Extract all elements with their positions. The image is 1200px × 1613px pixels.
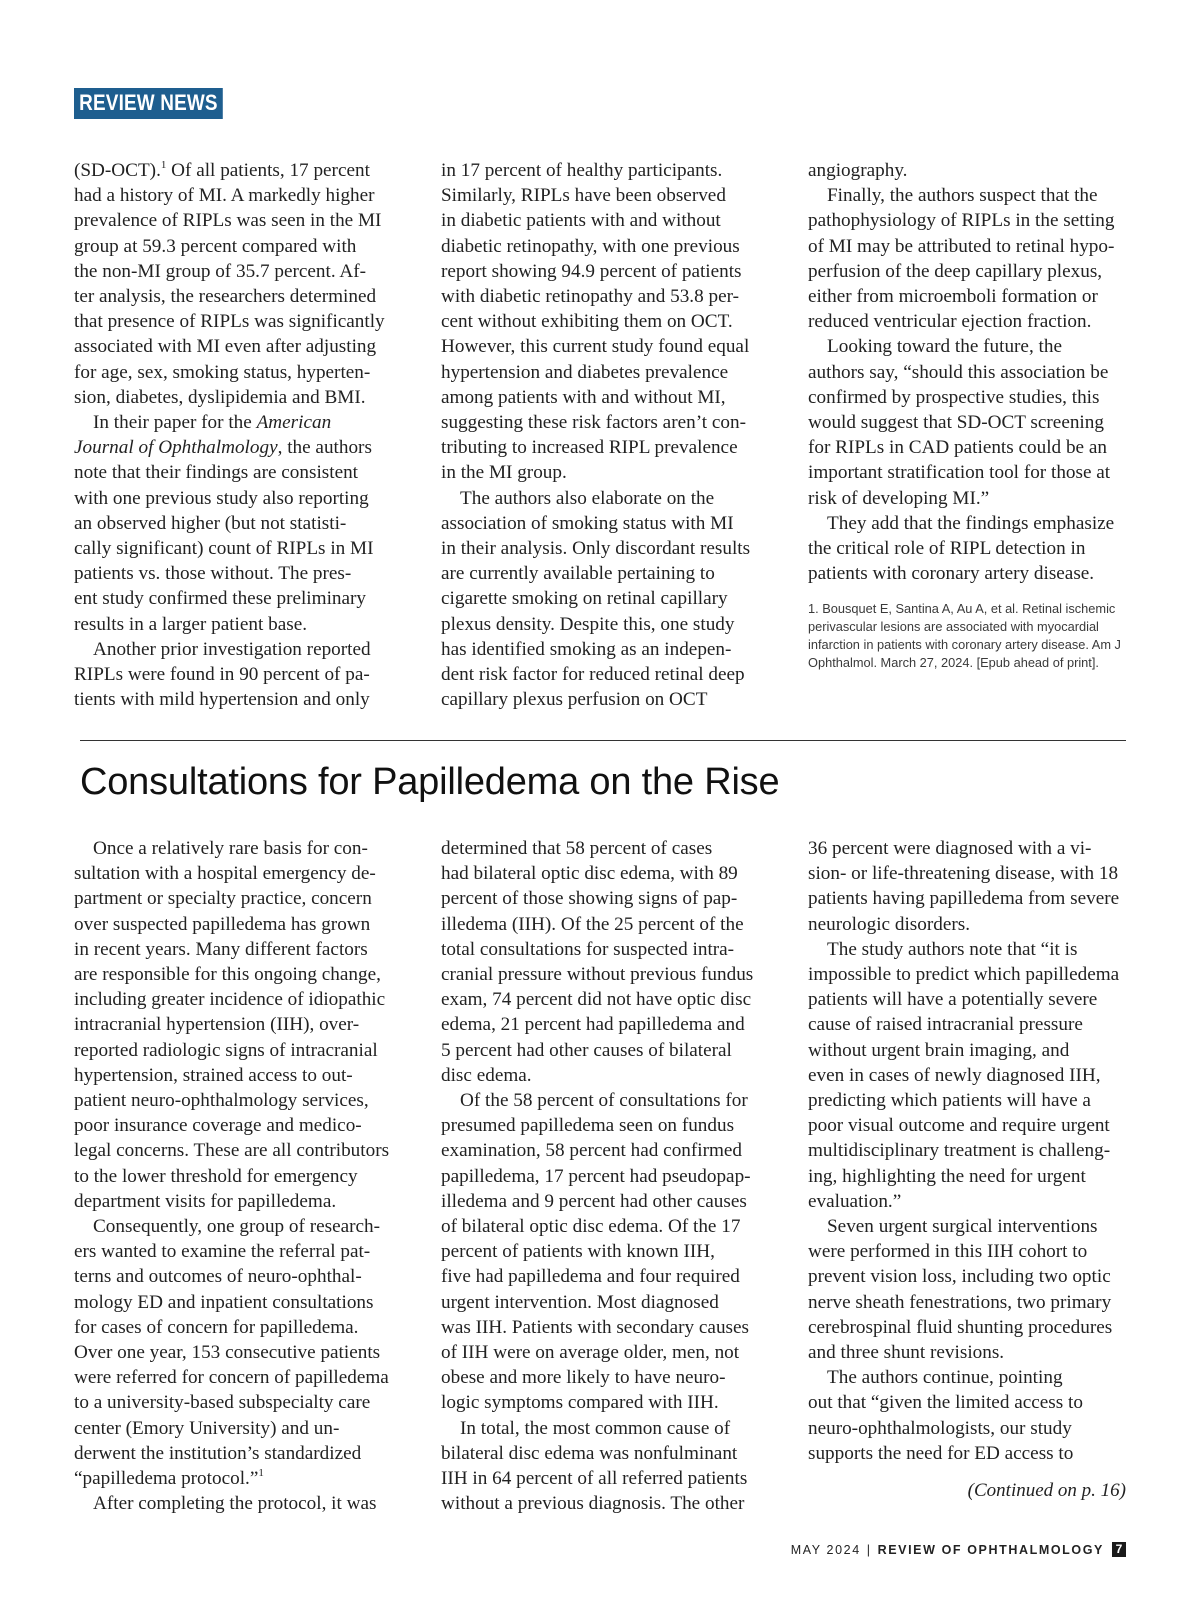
column-1 <box>74 158 392 712</box>
paragraph: angiography. <box>808 160 908 181</box>
paragraph: Consequently, one group of research- ers wanted to examine the referral pat- terns and outcomes of neuro-ophthal- mology ED and inpatient consultations for cases of concern for papilledema. Over one year, 153 consecutive patients were referred for concern of papilledema to a university-based subspecialty care center (Emory University) and un- derwent the institution’s standardized “papilledema protocol.”$^1$ <box>74 1216 389 1490</box>
paragraph: Looking toward the future, the authors say, “should this association be confirmed by prospective studies, this would suggest that SD-OCT screening for RIPLs in CAD patients could be an important stratification tool for those at risk of developing MI.” <box>808 336 1111 509</box>
reference: 1. Bousquet E, Santina A, Au A, et al. Retinal ischemic perivascular lesions are associated with myocardial infarction in patients with coronary artery disease. Am J Ophthalmol. March 27, 2024. [Epub ahead of print]. <box>808 601 1121 671</box>
paragraph: 36 percent were diagnosed with a vi- sion- or life-threatening disease, with 18 patients having papilledema from severe neurologic disorders. <box>808 838 1120 935</box>
citation-marker: 1 <box>160 158 167 171</box>
paragraph: They add that the findings emphasize the critical role of RIPL detection in patients with coronary artery disease. <box>808 512 1115 585</box>
footer-separator: | <box>866 1542 872 1557</box>
column-3 <box>808 836 1126 1516</box>
article-body <box>74 836 1126 1516</box>
paragraph: in 17 percent of healthy participants. Similarly, RIPLs have been observed in diabetic patients with and without diabetic retinopathy, with one previous report showing 94.9 percent of patients with diabetic retinopathy and 53.8 per- cent without exhibiting them on OCT. However, this current study found equal hypertension and diabetes prevalence among patients with and without MI, suggesting these risk factors aren’t con- tributing to increased RIPL prevalence in the MI group. <box>441 160 750 484</box>
page-footer <box>791 1542 1126 1557</box>
journal-title: American Journal of Ophthalmology <box>74 412 332 459</box>
issue-date: MAY 2024 <box>790 1542 861 1557</box>
paragraph: In total, the most common cause of bilateral disc edema was nonfulminant IIH in 64 percent of all referred patients without a previous diagnosis. The other <box>441 1417 748 1515</box>
paragraph: In their paper for the American Journal of Ophthalmology, the authors note that their findings are consistent with one previous study also reporting an observed higher (but not statisti- cally significant) count of RIPLs in MI patients vs. those without. The pres- ent study confirmed these preliminary results in a larger patient base. <box>74 412 374 635</box>
column-2 <box>441 158 759 712</box>
column-2 <box>441 836 759 1516</box>
article-continuation <box>74 158 1126 712</box>
page-number: 7 <box>1112 1542 1126 1557</box>
paragraph: Finally, the authors suspect that the pathophysiology of RIPLs in the setting of MI may be attributed to retinal hypo- perfusion of the deep capillary plexus, either from microemboli formation or reduced ventricular ejection fraction. <box>808 185 1115 333</box>
paragraph: The authors continue, pointing out that “given the limited access to neuro-ophthalmologists, our study supports the need for ED access to <box>808 1367 1083 1464</box>
article-headline: Consultations for Papilledema on the Rise <box>80 761 780 803</box>
paragraph: determined that 58 percent of cases had bilateral optic disc edema, with 89 percent of those showing signs of pap- illedema (IIH). Of the 25 percent of the total consultations for suspected intra- cranial pressure without previous fundus exam, 74 percent did not have optic disc edema, 21 percent had papilledema and 5 percent had other causes of bilateral disc edema. <box>441 838 754 1086</box>
paragraph: The study authors note that “it is impossible to predict which papilledema patients will have a potentially severe cause of raised intracranial pressure without urgent brain imaging, and even in cases of newly diagnosed IIH, predicting which patients will have a poor visual outcome and require urgent multidisciplinary treatment is challeng- ing, highlighting the need for urgent evaluation.” <box>808 938 1120 1212</box>
section-divider <box>80 740 1126 741</box>
section-tag: REVIEW NEWS <box>74 88 223 119</box>
column-1 <box>74 836 392 1516</box>
paragraph: (SD-OCT).$^1$ Of all patients, 17 percent had a history of MI. A markedly higher prevalence of RIPLs was seen in the MI group at 59.3 percent compared with the non-MI group of 35.7 percent. Af- ter analysis, the researchers determined that presence of RIPLs was significantly associated with MI even after adjusting for age, sex, smoking status, hyperten- sion, diabetes, dyslipidemia and BMI. <box>74 158 385 408</box>
continued-notice: (Continued on p. 16) <box>967 1480 1126 1502</box>
paragraph: The authors also elaborate on the association of smoking status with MI in their analysis. Only discordant results are currently available pertaining to cigarette smoking on retinal capillary plexus density. Despite this, one study has identified smoking as an indepen- dent risk factor for reduced retinal deep capillary plexus perfusion on OCT <box>441 487 751 711</box>
paragraph: Seven urgent surgical interventions were performed in this IIH cohort to prevent vision loss, including two optic nerve sheath fenestrations, two primary cerebrospinal fluid shunting procedures and three shunt revisions. <box>808 1216 1113 1364</box>
paragraph: After completing the protocol, it was <box>93 1493 377 1515</box>
paragraph: Once a relatively rare basis for con- sultation with a hospital emergency de- partment or specialty practice, concern over suspected papilledema has grown in recent years. Many different factors are responsible for this ongoing change, including greater incidence of idiopathic intracranial hypertension (IIH), over- reported radiologic signs of intracranial hypertension, strained access to out- patient neuro-ophthalmology services, poor insurance coverage and medico- legal concerns. These are all contributors to the lower threshold for emergency department visits for papilledema. <box>74 838 390 1212</box>
paragraph: Of the 58 percent of consultations for presumed papilledema seen on fundus examination, 58 percent had confirmed papilledema, 17 percent had pseudopap- illedema and 9 percent had other causes of bilateral optic disc edema. Of the 17 percent of patients with known IIH, five had papilledema and four required urgent intervention. Most diagnosed was IIH. Patients with secondary causes of IIH were on average older, men, not obese and more likely to have neuro- logic symptoms compared with IIH. <box>441 1090 751 1414</box>
magazine-name: REVIEW OF OPHTHALMOLOGY <box>877 1542 1104 1557</box>
citation-marker: 1 <box>258 1466 264 1479</box>
paragraph: Another prior investigation reported RIPLs were found in 90 percent of pa- tients with mild hypertension and only <box>74 638 371 711</box>
column-3 <box>808 158 1126 712</box>
